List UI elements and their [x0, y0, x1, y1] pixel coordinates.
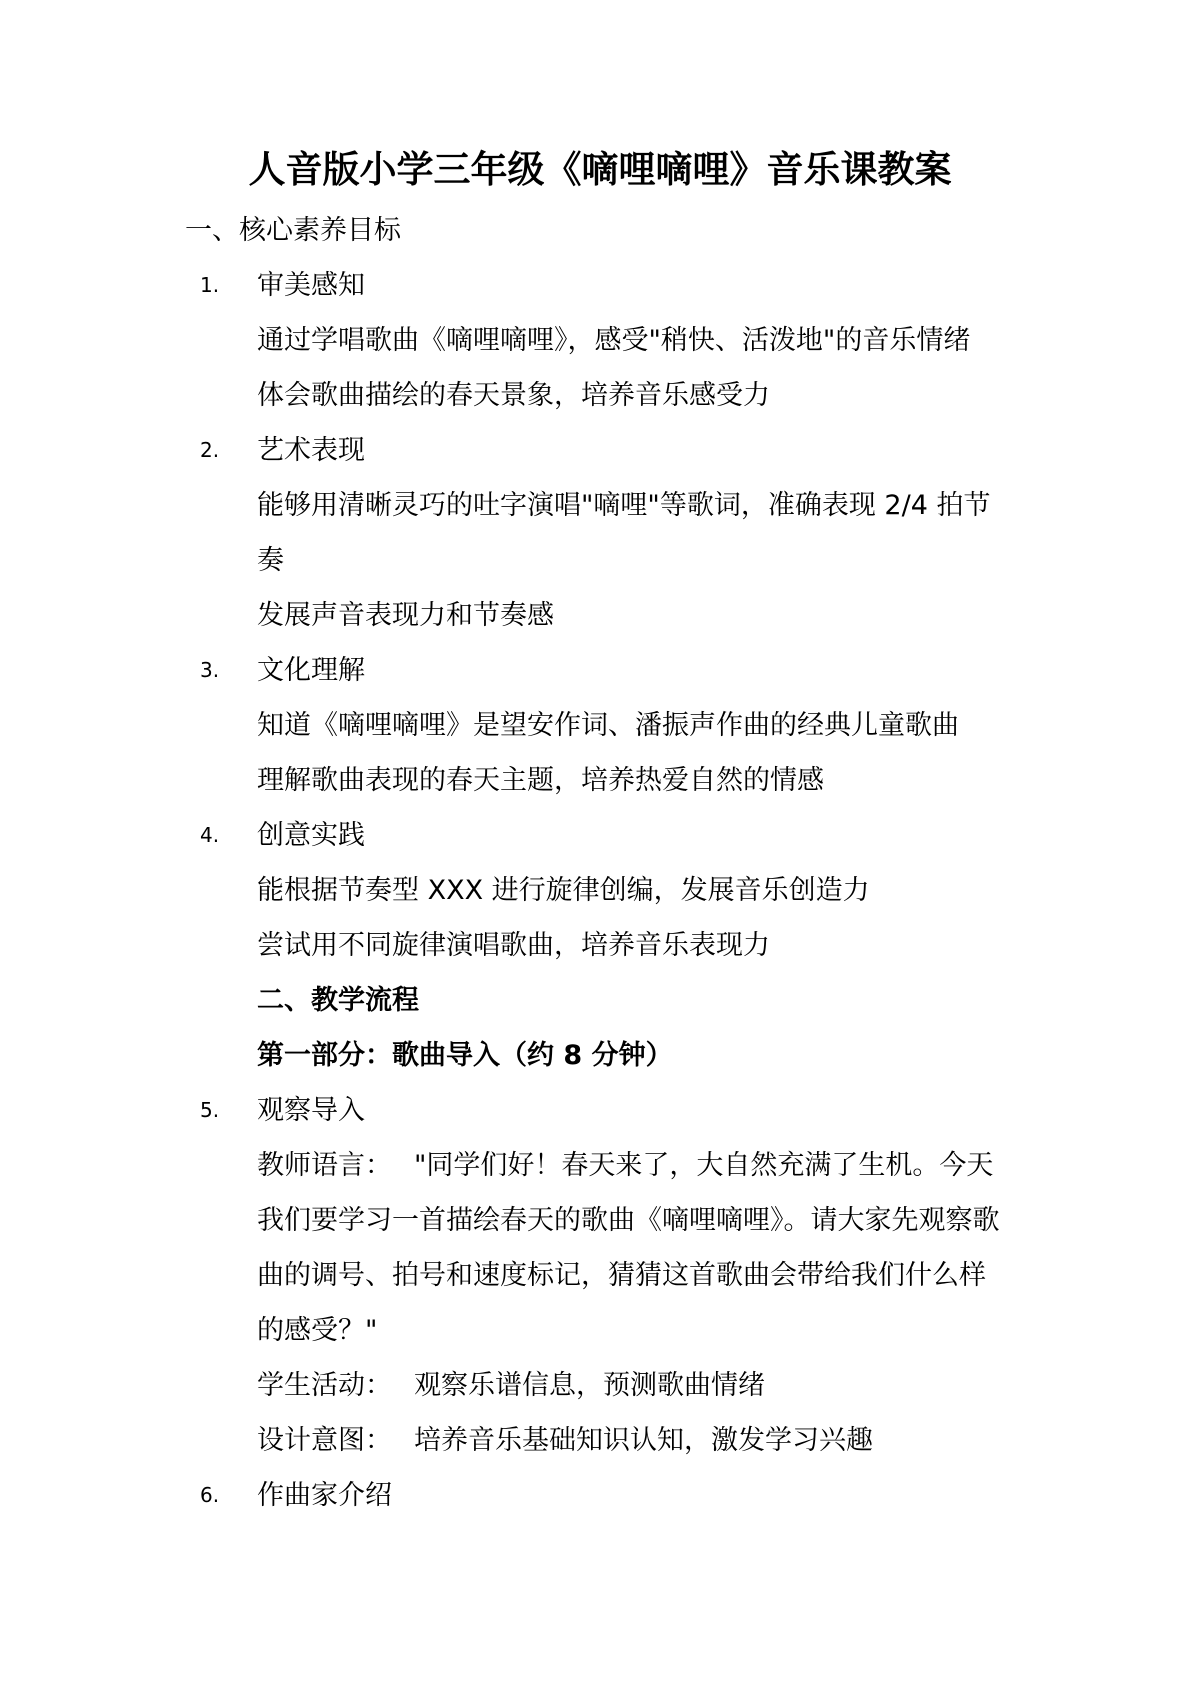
paragraph-text: 知道《嘀哩嘀哩》是望安作词、潘振声作曲的经典儿童歌曲	[257, 710, 959, 741]
step-heading-text: 作曲家介绍	[257, 1480, 392, 1511]
goal-3-heading	[200, 643, 1060, 698]
goal-4-line-2	[200, 918, 1060, 973]
goal-2-line-2	[200, 533, 1060, 588]
goal-1-line-1	[200, 313, 1060, 368]
paragraph-text: 尝试用不同旋律演唱歌曲，培养音乐表现力	[257, 930, 770, 961]
student-activity-text: 观察乐谱信息，预测歌曲情绪	[414, 1370, 765, 1401]
design-label: 设计意图：	[257, 1425, 392, 1456]
part-1-heading	[200, 1028, 1060, 1083]
section-heading-teaching-process	[200, 973, 1060, 1028]
step-5-heading	[200, 1083, 1060, 1138]
teacher-speech-text: "同学们好！春天来了，大自然充满了生机。今天	[414, 1150, 994, 1181]
list-number: 1.	[200, 273, 220, 297]
goal-2-line-3	[200, 588, 1060, 643]
document-body	[200, 258, 1060, 1523]
paragraph-text: 通过学唱歌曲《嘀哩嘀哩》，感受"稍快、活泼地"的音乐情绪	[257, 325, 971, 356]
teacher-speech-line-4	[200, 1303, 1060, 1358]
goal-heading-text: 文化理解	[257, 655, 365, 686]
teacher-speech-line-1	[200, 1138, 1060, 1193]
goal-heading-text: 艺术表现	[257, 435, 365, 466]
goal-4-heading	[200, 808, 1060, 863]
student-label: 学生活动：	[257, 1370, 392, 1401]
paragraph-text: 能根据节奏型 XXX 进行旋律创编，发展音乐创造力	[257, 875, 870, 906]
teacher-speech-text: 的感受？"	[257, 1315, 378, 1346]
teacher-speech-line-2	[200, 1193, 1060, 1248]
goal-2-heading	[200, 423, 1060, 478]
document-title: 人音版小学三年级《嘀哩嘀哩》音乐课教案	[248, 148, 952, 191]
design-intent-text: 培养音乐基础知识认知，激发学习兴趣	[414, 1425, 873, 1456]
section-heading-text: 二、教学流程	[257, 985, 419, 1016]
goal-4-line-1	[200, 863, 1060, 918]
teacher-speech-line-3	[200, 1248, 1060, 1303]
list-number: 3.	[200, 658, 220, 682]
goal-1-heading	[200, 258, 1060, 313]
step-heading-text: 观察导入	[257, 1095, 365, 1126]
goal-2-line-1	[200, 478, 1060, 533]
paragraph-text: 体会歌曲描绘的春天景象，培养音乐感受力	[257, 380, 770, 411]
design-intent-line	[200, 1413, 1060, 1468]
section-heading-core-goals: 一、核心素养目标	[185, 215, 401, 246]
paragraph-text: 奏	[257, 545, 284, 576]
list-number: 2.	[200, 438, 220, 462]
goal-3-line-2	[200, 753, 1060, 808]
paragraph-text: 理解歌曲表现的春天主题，培养热爱自然的情感	[257, 765, 824, 796]
paragraph-text: 能够用清晰灵巧的吐字演唱"嘀哩"等歌词，准确表现 2/4 拍节	[257, 490, 991, 521]
list-number: 6.	[200, 1483, 220, 1507]
teacher-speech-text: 曲的调号、拍号和速度标记，猜猜这首歌曲会带给我们什么样	[257, 1260, 986, 1291]
goal-heading-text: 创意实践	[257, 820, 365, 851]
list-number: 5.	[200, 1098, 220, 1122]
student-activity-line	[200, 1358, 1060, 1413]
step-6-heading	[200, 1468, 1060, 1523]
part-heading-text: 第一部分：歌曲导入（约 8 分钟）	[257, 1040, 673, 1071]
goal-1-line-2	[200, 368, 1060, 423]
goal-3-line-1	[200, 698, 1060, 753]
list-number: 4.	[200, 823, 220, 847]
paragraph-text: 发展声音表现力和节奏感	[257, 600, 554, 631]
teacher-speech-text: 我们要学习一首描绘春天的歌曲《嘀哩嘀哩》。请大家先观察歌	[257, 1205, 1000, 1236]
teacher-label: 教师语言：	[257, 1150, 392, 1181]
goal-heading-text: 审美感知	[257, 270, 365, 301]
